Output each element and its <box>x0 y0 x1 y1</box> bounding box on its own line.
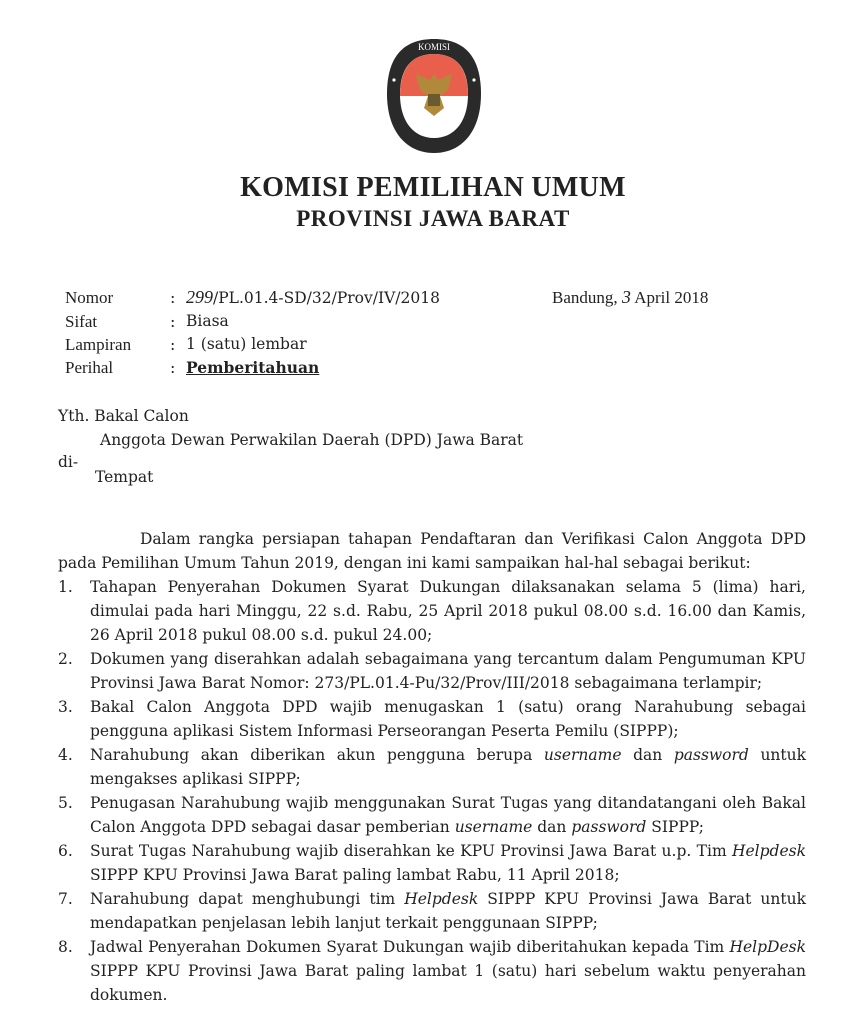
text-segment: SIPPP KPU Provinsi Jawa Barat untuk mendapatkan penjelasan lebih lanjut terkait penggunaan SIPPP; <box>90 890 806 932</box>
colon: : <box>170 312 176 331</box>
item-text <box>90 695 806 743</box>
lampiran-label: Lampiran <box>65 335 132 354</box>
list-item <box>58 695 806 743</box>
text-segment: dan <box>532 818 572 836</box>
item-number: 4. <box>58 746 73 764</box>
text-segment: Narahubung akan diberikan akun pengguna berupa <box>90 746 544 764</box>
list-item <box>58 647 806 695</box>
meta-sifat <box>65 310 440 333</box>
item-text <box>90 887 806 935</box>
italic-term: Helpdesk <box>731 842 806 860</box>
italic-term: Helpdesk <box>404 890 479 908</box>
letter-date <box>552 286 708 309</box>
text-segment: Penugasan Narahubung wajib menggunakan Surat Tugas yang ditandatangani oleh Bakal Calon Anggota DPD sebagai dasar pemberian <box>90 794 806 836</box>
item-number: 3. <box>58 698 73 716</box>
text-segment: SIPPP; <box>646 818 704 836</box>
meta-lampiran <box>65 333 440 356</box>
sifat-value: Biasa <box>186 312 229 330</box>
italic-term: HelpDesk <box>729 938 806 956</box>
text-segment: Surat Tugas Narahubung wajib diserahkan ke KPU Provinsi Jawa Barat u.p. Tim <box>90 842 732 860</box>
text-segment: SIPPP KPU Provinsi Jawa Barat paling lambat Rabu, 11 April 2018; <box>90 866 620 884</box>
colon: : <box>170 335 176 354</box>
meta-perihal <box>65 356 440 379</box>
item-text <box>90 575 806 647</box>
italic-term: password <box>673 746 749 764</box>
lampiran-value: 1 (satu) lembar <box>186 335 307 353</box>
item-text <box>90 743 806 791</box>
handwritten-number: 299 <box>186 287 213 307</box>
date-day-handwritten: 3 <box>621 287 631 307</box>
list-item <box>58 839 806 887</box>
nomor-rest: /PL.01.4-SD/32/Prov/IV/2018 <box>213 289 440 307</box>
text-segment: untuk mengakses aplikasi SIPPP; <box>90 746 807 788</box>
letter-meta <box>65 286 440 379</box>
perihal-value: Pemberitahuan <box>186 358 320 377</box>
item-text <box>90 839 806 887</box>
perihal-label: Perihal <box>65 358 114 377</box>
letter-body <box>58 527 806 1007</box>
address-tempat: Tempat <box>95 468 154 486</box>
item-number: 7. <box>58 890 73 908</box>
colon: : <box>170 358 176 377</box>
list-item <box>58 935 806 1007</box>
italic-term: password <box>571 818 647 836</box>
item-number: 2. <box>58 650 73 668</box>
meta-nomor <box>65 286 440 310</box>
address-di: di- <box>58 453 79 471</box>
date-city: Bandung, <box>552 288 618 307</box>
text-segment: Dokumen yang diserahkan adalah sebagaimana yang tercantum dalam Pengumuman KPU Provinsi Jawa Barat Nomor: 273/PL.01.4-Pu/32/Prov/III/2018 sebagaimana terlampir; <box>90 650 806 692</box>
list-item <box>58 887 806 935</box>
text-segment: Bakal Calon Anggota DPD wajib menugaskan 1 (satu) orang Narahubung sebagai pengguna aplikasi Sistem Informasi Perseorangan Peserta Pemilu (SIPPP); <box>90 698 806 740</box>
address-recipient: Anggota Dewan Perwakilan Daerah (DPD) Jawa Barat <box>100 431 524 449</box>
text-segment: Tahapan Penyerahan Dokumen Syarat Dukungan dilaksanakan selama 5 (lima) hari, dimulai pada hari Minggu, 22 s.d. Rabu, 25 April 2018 pukul 08.00 s.d. 16.00 dan Kamis, 26 April 2018 pukul 08.00 s.d. pukul 24.00; <box>90 578 806 644</box>
sifat-label: Sifat <box>65 312 98 331</box>
text-segment: dan <box>621 746 674 764</box>
item-number: 5. <box>58 794 73 812</box>
italic-term: username <box>543 746 622 764</box>
list-item <box>58 575 806 647</box>
text-segment: SIPPP KPU Provinsi Jawa Barat paling lambat 1 (satu) hari sebelum waktu penyerahan dokumen. <box>90 962 806 1004</box>
item-number: 8. <box>58 938 73 956</box>
kpu-logo <box>384 36 484 156</box>
item-number: 6. <box>58 842 73 860</box>
org-subtitle: PROVINSI JAWA BARAT <box>296 206 570 231</box>
item-list <box>58 575 806 1007</box>
nomor-value <box>186 286 440 310</box>
nomor-label: Nomor <box>65 288 114 307</box>
colon: : <box>170 288 176 307</box>
item-text <box>90 647 806 695</box>
text-segment: Narahubung dapat menghubungi tim <box>90 890 405 908</box>
date-rest: April 2018 <box>634 288 709 307</box>
item-text <box>90 935 806 1007</box>
svg-text:KOMISI: KOMISI <box>417 42 451 52</box>
address-yth: Yth. Bakal Calon <box>58 407 189 425</box>
italic-term: username <box>454 818 533 836</box>
org-title: KOMISI PEMILIHAN UMUM <box>240 172 626 203</box>
list-item <box>58 743 806 791</box>
intro-paragraph: Dalam rangka persiapan tahapan Pendaftaran dan Verifikasi Calon Anggota DPD pada Pemilihan Umum Tahun 2019, dengan ini kami sampaikan hal-hal sebagai berikut: <box>58 530 806 572</box>
text-segment: Jadwal Penyerahan Dokumen Syarat Dukungan wajib diberitahukan kepada Tim <box>90 938 730 956</box>
item-number: 1. <box>58 578 73 596</box>
list-item <box>58 791 806 839</box>
item-text <box>90 791 806 839</box>
